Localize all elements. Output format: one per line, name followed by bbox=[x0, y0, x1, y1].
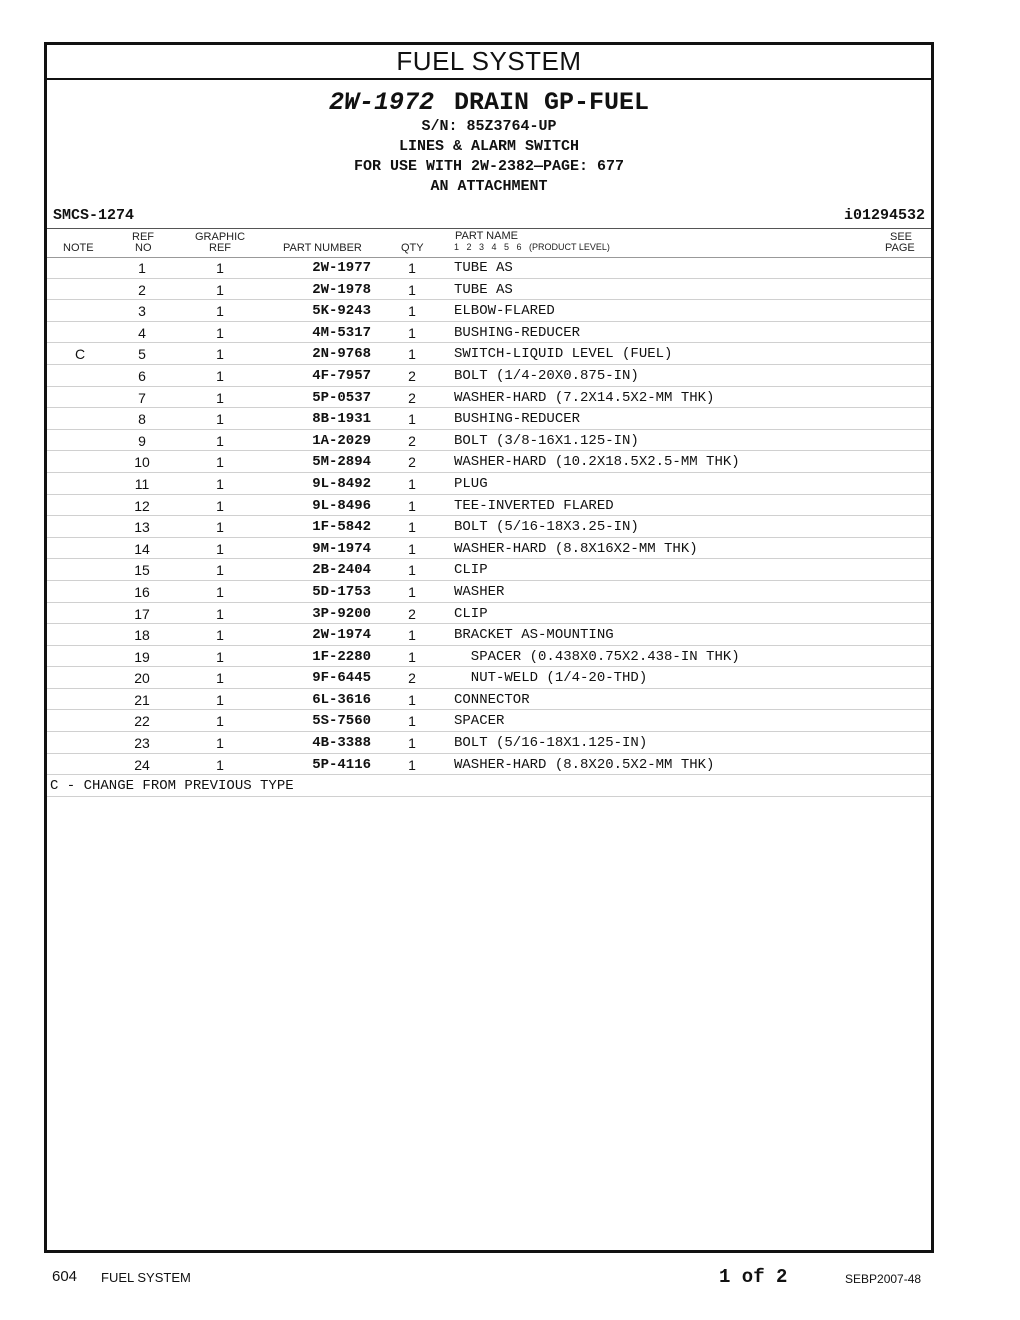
group-line: FOR USE WITH 2W-2382—PAGE: 677 bbox=[353, 158, 625, 175]
cell-graphic-ref: 1 bbox=[216, 260, 224, 276]
cell-qty: 1 bbox=[408, 583, 416, 600]
cell-part-number: 4M-5317 bbox=[312, 324, 371, 341]
cell-ref-no: 16 bbox=[134, 583, 150, 600]
cell-part-name: TEE-INVERTED FLARED bbox=[454, 497, 614, 514]
cell-ref-no: 21 bbox=[134, 691, 150, 708]
cell-graphic-ref: 1 bbox=[216, 735, 224, 752]
cell-graphic-ref: 1 bbox=[216, 346, 224, 363]
table-row bbox=[47, 559, 931, 581]
cell-part-name: BUSHING-REDUCER bbox=[454, 324, 581, 341]
cell-qty: 2 bbox=[408, 670, 416, 687]
cell-part-name: BOLT (3/8-16X1.125-IN) bbox=[454, 432, 639, 449]
cell-part-name: WASHER-HARD (8.8X20.5X2-MM THK) bbox=[454, 756, 715, 773]
table-header bbox=[47, 228, 931, 258]
cell-part-number: 5M-2894 bbox=[312, 454, 371, 471]
cell-ref-no: 2 bbox=[138, 281, 146, 298]
footnote-row bbox=[47, 775, 931, 797]
cell-part-name: CONNECTOR bbox=[454, 691, 530, 708]
cell-ref-no: 14 bbox=[134, 540, 150, 557]
cell-part-number: 2W-1977 bbox=[312, 260, 371, 276]
table-row bbox=[47, 689, 931, 711]
cell-graphic-ref: 1 bbox=[216, 324, 224, 341]
cell-qty: 1 bbox=[408, 411, 416, 428]
cell-part-number: 3P-9200 bbox=[312, 605, 371, 622]
cell-part-number: 5K-9243 bbox=[312, 303, 371, 320]
table-row bbox=[47, 603, 931, 625]
cell-qty: 1 bbox=[408, 648, 416, 665]
cell-part-number: 5D-1753 bbox=[312, 583, 371, 600]
footer-sheet: 1 of 2 bbox=[719, 1266, 788, 1288]
table-row bbox=[47, 300, 931, 322]
cell-qty: 2 bbox=[408, 454, 416, 471]
header-product-levels: 1 2 3 4 5 6 (PRODUCT LEVEL) bbox=[454, 242, 610, 252]
page-frame bbox=[44, 42, 934, 1253]
cell-graphic-ref: 1 bbox=[216, 691, 224, 708]
cell-part-number: 5S-7560 bbox=[312, 713, 371, 730]
group-part-number: 2W-1972 bbox=[328, 88, 434, 117]
header-qty: QTY bbox=[401, 242, 424, 254]
group-line: LINES & ALARM SWITCH bbox=[398, 138, 580, 155]
cell-part-number: 2N-9768 bbox=[312, 346, 371, 363]
table-row bbox=[47, 624, 931, 646]
cell-part-number: 4F-7957 bbox=[312, 367, 371, 384]
cell-qty: 1 bbox=[408, 497, 416, 514]
group-title bbox=[47, 89, 931, 117]
cell-qty: 1 bbox=[408, 627, 416, 644]
table-row bbox=[47, 495, 931, 517]
cell-graphic-ref: 1 bbox=[216, 432, 224, 449]
cell-qty: 2 bbox=[408, 367, 416, 384]
cell-ref-no: 11 bbox=[134, 475, 150, 492]
cell-qty: 1 bbox=[408, 691, 416, 708]
table-row bbox=[47, 754, 931, 776]
table-row bbox=[47, 667, 931, 689]
cell-part-name: SPACER (0.438X0.75X2.438-IN THK) bbox=[454, 648, 740, 665]
cell-qty: 1 bbox=[408, 346, 416, 363]
cell-graphic-ref: 1 bbox=[216, 540, 224, 557]
cell-part-number: 1F-5842 bbox=[312, 519, 371, 536]
cell-ref-no: 12 bbox=[134, 497, 150, 514]
cell-part-number: 9M-1974 bbox=[312, 540, 371, 557]
header-note: NOTE bbox=[63, 242, 94, 254]
cell-qty: 1 bbox=[408, 735, 416, 752]
header-ref: REF bbox=[132, 231, 154, 243]
cell-part-name: BOLT (5/16-18X1.125-IN) bbox=[454, 735, 648, 752]
header-see: SEE bbox=[890, 231, 913, 243]
cell-ref-no: 17 bbox=[134, 605, 150, 622]
cell-part-number: 9L-8496 bbox=[312, 497, 371, 514]
cell-graphic-ref: 1 bbox=[216, 627, 224, 644]
cell-qty: 1 bbox=[408, 519, 416, 536]
table-row bbox=[47, 710, 931, 732]
group-title-block bbox=[47, 89, 931, 197]
cell-ref-no: 22 bbox=[134, 713, 150, 730]
cell-graphic-ref: 1 bbox=[216, 454, 224, 471]
cell-part-number: 1F-2280 bbox=[312, 648, 371, 665]
cell-part-name: BUSHING-REDUCER bbox=[454, 411, 581, 428]
table-row bbox=[47, 646, 931, 668]
table-row bbox=[47, 257, 931, 279]
cell-ref-no: 6 bbox=[138, 367, 146, 384]
cell-qty: 1 bbox=[408, 713, 416, 730]
cell-graphic-ref: 1 bbox=[216, 713, 224, 730]
table-row bbox=[47, 387, 931, 409]
group-line: AN ATTACHMENT bbox=[430, 178, 548, 195]
cell-graphic-ref: 1 bbox=[216, 367, 224, 384]
cell-qty: 2 bbox=[408, 605, 416, 622]
header-graphic: GRAPHIC bbox=[195, 231, 246, 243]
cell-ref-no: 8 bbox=[138, 411, 146, 428]
cell-ref-no: 9 bbox=[138, 432, 146, 449]
cell-part-number: 9F-6445 bbox=[312, 670, 371, 687]
table-row bbox=[47, 322, 931, 344]
cell-part-name: NUT-WELD (1/4-20-THD) bbox=[454, 670, 648, 687]
header-graphic-ref: REF bbox=[209, 242, 231, 254]
cell-qty: 1 bbox=[408, 303, 416, 320]
cell-ref-no: 18 bbox=[134, 627, 150, 644]
cell-part-number: 9L-8492 bbox=[312, 475, 371, 492]
cell-ref-no: 13 bbox=[134, 519, 150, 536]
cell-qty: 2 bbox=[408, 389, 416, 406]
table-row bbox=[47, 365, 931, 387]
cell-qty: 1 bbox=[408, 562, 416, 579]
cell-ref-no: 4 bbox=[138, 324, 146, 341]
cell-qty: 2 bbox=[408, 432, 416, 449]
footer-page-number: 604 bbox=[52, 1268, 78, 1285]
cell-graphic-ref: 1 bbox=[216, 281, 224, 298]
cell-graphic-ref: 1 bbox=[216, 670, 224, 687]
table-row bbox=[47, 408, 931, 430]
cell-graphic-ref: 1 bbox=[216, 562, 224, 579]
footer-section: FUEL SYSTEM bbox=[101, 1270, 191, 1285]
cell-ref-no: 5 bbox=[138, 346, 146, 363]
header-part-name: PART NAME bbox=[455, 230, 518, 242]
cell-ref-no: 7 bbox=[138, 389, 146, 406]
cell-graphic-ref: 1 bbox=[216, 648, 224, 665]
cell-part-number: 5P-0537 bbox=[312, 389, 371, 406]
cell-ref-no: 15 bbox=[134, 562, 150, 579]
cell-part-name: BOLT (1/4-20X0.875-IN) bbox=[454, 367, 639, 384]
cell-qty: 1 bbox=[408, 475, 416, 492]
cell-part-name: BRACKET AS-MOUNTING bbox=[454, 627, 614, 644]
serial-range: S/N: 85Z3764-UP bbox=[421, 118, 557, 135]
table-row bbox=[47, 451, 931, 473]
cell-qty: 1 bbox=[408, 540, 416, 557]
cell-graphic-ref: 1 bbox=[216, 756, 224, 773]
header-see-page: PAGE bbox=[885, 242, 915, 254]
cell-ref-no: 3 bbox=[138, 303, 146, 320]
cell-part-number: 8B-1931 bbox=[312, 411, 371, 428]
cell-ref-no: 19 bbox=[134, 648, 150, 665]
table-row bbox=[47, 279, 931, 301]
group-name: DRAIN GP-FUEL bbox=[453, 88, 650, 117]
footnote-text: C - CHANGE FROM PREVIOUS TYPE bbox=[50, 778, 294, 795]
cell-qty: 1 bbox=[408, 281, 416, 298]
cell-part-number: 4B-3388 bbox=[312, 735, 371, 752]
parts-table bbox=[47, 257, 931, 797]
cell-part-name: TUBE AS bbox=[454, 281, 513, 298]
cell-ref-no: 10 bbox=[134, 454, 150, 471]
cell-graphic-ref: 1 bbox=[216, 475, 224, 492]
cell-qty: 1 bbox=[408, 756, 416, 773]
cell-part-number: 5P-4116 bbox=[312, 756, 371, 773]
cell-graphic-ref: 1 bbox=[216, 519, 224, 536]
table-row bbox=[47, 732, 931, 754]
cell-part-name: SWITCH-LIQUID LEVEL (FUEL) bbox=[454, 346, 673, 363]
header-part-number: PART NUMBER bbox=[283, 242, 362, 254]
table-row bbox=[47, 430, 931, 452]
cell-part-number: 2B-2404 bbox=[312, 562, 371, 579]
table-row bbox=[47, 516, 931, 538]
cell-part-name: TUBE AS bbox=[454, 260, 513, 276]
cell-part-number: 2W-1974 bbox=[312, 627, 371, 644]
cell-graphic-ref: 1 bbox=[216, 605, 224, 622]
table-row bbox=[47, 473, 931, 495]
cell-graphic-ref: 1 bbox=[216, 497, 224, 514]
cell-part-name: WASHER-HARD (8.8X16X2-MM THK) bbox=[454, 540, 698, 557]
cell-ref-no: 24 bbox=[134, 756, 150, 773]
cell-qty: 1 bbox=[408, 260, 416, 276]
cell-part-name: PLUG bbox=[454, 475, 488, 492]
smcs-code: SMCS-1274 bbox=[53, 207, 135, 224]
cell-graphic-ref: 1 bbox=[216, 583, 224, 600]
cell-part-name: SPACER bbox=[454, 713, 505, 730]
table-row bbox=[47, 581, 931, 603]
cell-part-name: CLIP bbox=[454, 605, 488, 622]
cell-part-number: 2W-1978 bbox=[312, 281, 371, 298]
illustration-id: i01294532 bbox=[843, 207, 925, 224]
cell-graphic-ref: 1 bbox=[216, 389, 224, 406]
cell-graphic-ref: 1 bbox=[216, 411, 224, 428]
cell-part-name: BOLT (5/16-18X3.25-IN) bbox=[454, 519, 639, 536]
cell-part-name: WASHER bbox=[454, 583, 505, 600]
section-title: FUEL SYSTEM bbox=[47, 45, 931, 80]
cell-ref-no: 23 bbox=[134, 735, 150, 752]
cell-graphic-ref: 1 bbox=[216, 303, 224, 320]
cell-ref-no: 1 bbox=[138, 260, 146, 276]
cell-ref-no: 20 bbox=[134, 670, 150, 687]
header-ref-no: NO bbox=[135, 242, 152, 254]
cell-part-name: ELBOW-FLARED bbox=[454, 303, 555, 320]
cell-qty: 1 bbox=[408, 324, 416, 341]
cell-note: C bbox=[74, 346, 86, 363]
cell-part-name: WASHER-HARD (10.2X18.5X2.5-MM THK) bbox=[454, 454, 740, 471]
cell-part-number: 1A-2029 bbox=[312, 432, 371, 449]
table-row bbox=[47, 538, 931, 560]
cell-part-name: WASHER-HARD (7.2X14.5X2-MM THK) bbox=[454, 389, 715, 406]
cell-part-number: 6L-3616 bbox=[312, 691, 371, 708]
table-row bbox=[47, 343, 931, 365]
cell-part-name: CLIP bbox=[454, 562, 488, 579]
footer-doc-id: SEBP2007-48 bbox=[845, 1272, 922, 1286]
